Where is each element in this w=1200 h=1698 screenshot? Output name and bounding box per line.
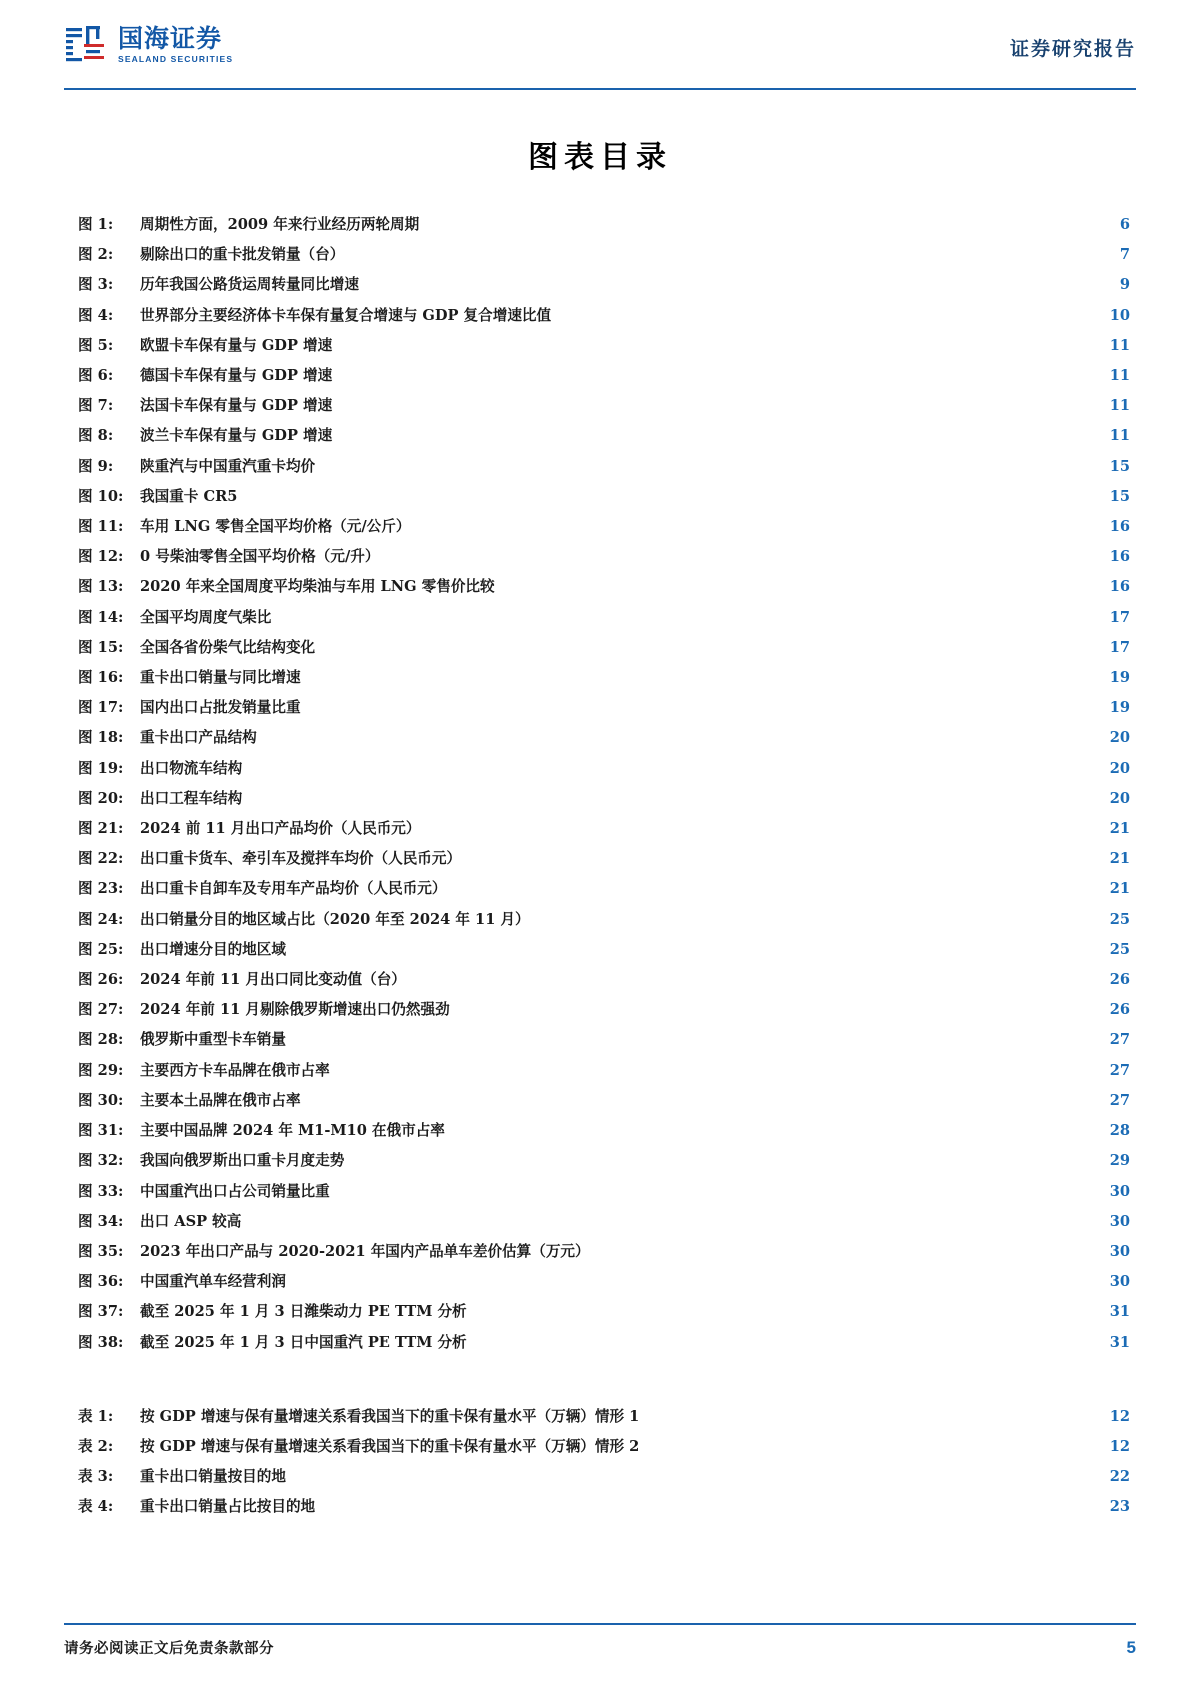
- figure-toc-page-number: 30: [1109, 1182, 1130, 1200]
- toc-dot-leader: [464, 849, 1104, 864]
- toc-dot-leader: [470, 1332, 1104, 1347]
- figure-toc-page-number: 19: [1109, 669, 1130, 687]
- figure-toc-label: 图 14:: [78, 608, 124, 626]
- figure-toc-row[interactable]: [78, 844, 1130, 874]
- figure-toc-row[interactable]: [78, 754, 1130, 784]
- figure-toc-list: [78, 210, 1130, 1358]
- figure-toc-title: 截至 2025 年 1 月 3 日潍柴动力 PE TTM 分析: [140, 1303, 467, 1321]
- table-toc-row[interactable]: [78, 1492, 1130, 1522]
- figure-toc-row[interactable]: [78, 1207, 1130, 1237]
- figure-toc-label: 图 1:: [78, 216, 114, 233]
- figure-toc-title: 全国各省份柴气比结构变化: [140, 638, 316, 656]
- page-footer: [64, 1623, 1136, 1658]
- figure-toc-label: 图 38:: [78, 1333, 124, 1351]
- table-toc-label: 表 3:: [78, 1468, 114, 1486]
- figure-toc-label: 图 35:: [78, 1242, 124, 1260]
- figure-toc-title: 国内出口占批发销量比重: [140, 699, 301, 717]
- figure-toc-label: 图 34:: [78, 1212, 124, 1230]
- figure-toc-page-number: 6: [1119, 216, 1130, 233]
- figure-toc-row[interactable]: [78, 270, 1130, 300]
- figure-toc-label: 图 36:: [78, 1273, 124, 1291]
- figure-toc-page-number: 25: [1109, 940, 1130, 958]
- figure-toc-title: 主要本土品牌在俄市占率: [140, 1091, 301, 1109]
- toc-dot-leader: [274, 607, 1104, 622]
- figure-toc-row[interactable]: [78, 512, 1130, 542]
- figure-toc-page-number: 20: [1109, 759, 1130, 777]
- figure-toc-row[interactable]: [78, 1146, 1130, 1176]
- figure-toc-row[interactable]: [78, 1025, 1130, 1055]
- toc-dot-leader: [335, 396, 1104, 411]
- figure-toc-row[interactable]: [78, 663, 1130, 693]
- toc-dot-leader: [554, 305, 1104, 320]
- table-toc-label: 表 1:: [78, 1407, 114, 1425]
- toc-dot-leader: [304, 667, 1104, 682]
- toc-dot-leader: [448, 1121, 1104, 1136]
- toc-dot-leader: [347, 245, 1104, 260]
- figure-toc-row[interactable]: [78, 452, 1130, 482]
- figure-toc-row[interactable]: [78, 391, 1130, 421]
- brand-name-cn: 国海证券: [118, 24, 223, 54]
- figure-toc-label: 图 16:: [78, 669, 124, 687]
- figure-toc-title: 全国平均周度气柴比: [140, 608, 272, 626]
- table-toc-label: 表 2:: [78, 1437, 114, 1455]
- figure-toc-title: 出口重卡货车、牵引车及搅拌车均价（人民币元）: [140, 850, 462, 868]
- figure-toc-title: 0 号柴油零售全国平均价格（元/升）: [140, 548, 380, 566]
- figure-toc-row[interactable]: [78, 482, 1130, 512]
- figure-toc-label: 图 8:: [78, 427, 114, 445]
- toc-dot-leader: [422, 214, 1104, 229]
- toc-dot-leader: [289, 1272, 1104, 1287]
- figure-toc-label: 图 10:: [78, 487, 124, 505]
- figure-toc-label: 图 32:: [78, 1152, 124, 1170]
- figure-toc-row[interactable]: [78, 1116, 1130, 1146]
- figure-toc-title: 重卡出口销量与同比增速: [140, 669, 301, 687]
- figure-toc-row[interactable]: [78, 935, 1130, 965]
- figure-toc-label: 图 21:: [78, 820, 124, 838]
- page-title: 图表目录: [528, 140, 672, 175]
- brand-text-block: [118, 26, 233, 64]
- table-toc-title: 按 GDP 增速与保有量增速关系看我国当下的重卡保有量水平（万辆）情形 2: [140, 1437, 640, 1455]
- figure-toc-row[interactable]: [78, 784, 1130, 814]
- figure-toc-title: 我国重卡 CR5: [140, 487, 238, 505]
- figure-toc-label: 图 12:: [78, 548, 124, 566]
- figure-toc-row[interactable]: [78, 572, 1130, 602]
- figure-toc-title: 2024 前 11 月出口产品均价（人民币元）: [140, 820, 421, 838]
- toc-dot-leader: [362, 275, 1104, 290]
- table-toc-page-number: 12: [1109, 1437, 1130, 1455]
- figure-toc-row[interactable]: [78, 1297, 1130, 1327]
- sealand-logo-icon: [64, 24, 110, 66]
- figure-toc-label: 图 6:: [78, 367, 114, 385]
- table-toc-page-number: 12: [1109, 1407, 1130, 1425]
- figure-toc-row[interactable]: [78, 603, 1130, 633]
- figure-toc-label: 图 17:: [78, 699, 124, 717]
- table-toc-label: 表 4:: [78, 1498, 114, 1516]
- figure-toc-label: 图 9:: [78, 457, 114, 475]
- figure-toc-row[interactable]: [78, 1237, 1130, 1267]
- toc-dot-leader: [318, 456, 1104, 471]
- toc-dot-leader: [333, 1181, 1104, 1196]
- figure-toc-label: 图 5:: [78, 336, 114, 354]
- table-toc-page-number: 22: [1109, 1468, 1130, 1486]
- figure-toc-title: 周期性方面，2009 年来行业经历两轮周期: [140, 216, 420, 233]
- toc-dot-leader: [245, 758, 1104, 773]
- figure-toc-label: 图 20:: [78, 789, 124, 807]
- figure-toc-page-number: 21: [1109, 850, 1130, 868]
- figure-toc-page-number: 27: [1109, 1091, 1130, 1109]
- figure-toc-page-number: 10: [1109, 306, 1130, 324]
- figure-toc-title: 出口销量分目的地区域占比（2020 年至 2024 年 11 月）: [140, 910, 530, 928]
- figure-toc-page-number: 11: [1109, 336, 1130, 354]
- figure-toc-page-number: 11: [1109, 427, 1130, 445]
- figure-toc-label: 图 2:: [78, 246, 114, 264]
- figure-toc-page-number: 30: [1109, 1273, 1130, 1291]
- figure-toc-page-number: 16: [1109, 548, 1130, 566]
- toc-dot-leader: [304, 1090, 1104, 1105]
- figure-toc-title: 中国重汽单车经营利润: [140, 1273, 286, 1291]
- figure-toc-row[interactable]: [78, 874, 1130, 904]
- figure-toc-title: 重卡出口产品结构: [140, 729, 257, 747]
- figure-toc-page-number: 30: [1109, 1242, 1130, 1260]
- figure-toc-row[interactable]: [78, 421, 1130, 451]
- figure-toc-page-number: 16: [1109, 578, 1130, 596]
- table-toc-row[interactable]: [78, 1432, 1130, 1462]
- footer-content: [64, 1637, 1136, 1658]
- toc-dot-leader: [642, 1406, 1104, 1421]
- table-toc-list: [78, 1402, 1130, 1523]
- figure-toc-page-number: 15: [1109, 457, 1130, 475]
- toc-dot-leader: [240, 486, 1104, 501]
- figure-toc-row[interactable]: [78, 633, 1130, 663]
- figure-toc-row[interactable]: [78, 301, 1130, 331]
- figure-toc-label: 图 37:: [78, 1303, 124, 1321]
- toc-dot-leader: [498, 577, 1104, 592]
- toc-dot-leader: [304, 698, 1104, 713]
- toc-dot-leader: [335, 426, 1104, 441]
- figure-toc-title: 2020 年来全国周度平均柴油与车用 LNG 零售价比较: [140, 578, 495, 596]
- toc-dot-leader: [453, 1000, 1104, 1015]
- header-divider: [64, 88, 1136, 90]
- figure-toc-row[interactable]: [78, 693, 1130, 723]
- figure-toc-page-number: 11: [1109, 367, 1130, 385]
- figure-toc-page-number: 26: [1109, 1001, 1130, 1019]
- brand-block: [64, 0, 233, 66]
- toc-dot-leader: [593, 1241, 1104, 1256]
- figure-toc-title: 主要中国品牌 2024 年 M1-M10 在俄市占率: [140, 1122, 445, 1140]
- figure-toc-row[interactable]: [78, 995, 1130, 1025]
- page-number: 5: [1126, 1637, 1136, 1657]
- figure-toc-row[interactable]: [78, 240, 1130, 270]
- table-toc-title: 按 GDP 增速与保有量增速关系看我国当下的重卡保有量水平（万辆）情形 1: [140, 1407, 640, 1425]
- figure-toc-label: 图 30:: [78, 1091, 124, 1109]
- figure-toc-label: 图 11:: [78, 518, 124, 536]
- figure-toc-title: 我国向俄罗斯出口重卡月度走势: [140, 1152, 345, 1170]
- toc-dot-leader: [333, 1060, 1104, 1075]
- toc-dot-leader: [423, 818, 1104, 833]
- brand-name-en: SEALAND SECURITIES: [118, 54, 234, 65]
- figure-toc-label: 图 3:: [78, 276, 114, 294]
- figure-toc-page-number: 19: [1109, 699, 1130, 717]
- figure-toc-page-number: 9: [1119, 276, 1130, 294]
- figure-toc-label: 图 18:: [78, 729, 124, 747]
- figure-toc-row[interactable]: [78, 1177, 1130, 1207]
- figure-toc-label: 图 24:: [78, 910, 124, 928]
- figure-toc-label: 图 25:: [78, 940, 124, 958]
- figure-toc-title: 出口 ASP 较高: [140, 1212, 242, 1230]
- figure-toc-title: 欧盟卡车保有量与 GDP 增速: [140, 336, 333, 354]
- toc-dot-leader: [318, 637, 1104, 652]
- figure-toc-label: 图 26:: [78, 971, 124, 989]
- figure-toc-title: 出口物流车结构: [140, 759, 243, 777]
- toc-dot-leader: [642, 1436, 1104, 1451]
- figure-toc-title: 历年我国公路货运周转量同比增速: [140, 276, 359, 294]
- toc-body: [0, 210, 1200, 1523]
- figure-toc-title: 主要西方卡车品牌在俄市占率: [140, 1061, 330, 1079]
- toc-dot-leader: [335, 335, 1104, 350]
- figure-toc-title: 出口重卡自卸车及专用车产品均价（人民币元）: [140, 880, 447, 898]
- figure-toc-row[interactable]: [78, 905, 1130, 935]
- toc-dot-leader: [449, 879, 1104, 894]
- toc-dot-leader: [409, 969, 1104, 984]
- figure-toc-page-number: 25: [1109, 910, 1130, 928]
- toc-dot-leader: [470, 1302, 1104, 1317]
- toc-dot-leader: [335, 365, 1104, 380]
- table-toc-title: 重卡出口销量占比按目的地: [140, 1498, 316, 1516]
- figure-toc-row[interactable]: [78, 542, 1130, 572]
- disclaimer-text: 请务必阅读正文后免责条款部分: [64, 1640, 274, 1657]
- table-toc-row[interactable]: [78, 1402, 1130, 1432]
- page-header: [0, 0, 1200, 96]
- figure-toc-title: 世界部分主要经济体卡车保有量复合增速与 GDP 复合增速比值: [140, 306, 552, 324]
- figure-toc-page-number: 27: [1109, 1061, 1130, 1079]
- figure-toc-title: 剔除出口的重卡批发销量（台）: [140, 246, 345, 264]
- figure-toc-title: 2023 年出口产品与 2020-2021 年国内产品单车差价估算（万元）: [140, 1242, 590, 1260]
- figure-toc-page-number: 26: [1109, 971, 1130, 989]
- figure-toc-row[interactable]: [78, 331, 1130, 361]
- figure-toc-title: 出口增速分目的地区域: [140, 940, 286, 958]
- figure-toc-label: 图 33:: [78, 1182, 124, 1200]
- figure-toc-title: 出口工程车结构: [140, 789, 243, 807]
- figure-toc-row[interactable]: [78, 1056, 1130, 1086]
- figure-toc-title: 2024 年前 11 月剔除俄罗斯增速出口仍然强劲: [140, 1001, 450, 1019]
- figure-toc-label: 图 19:: [78, 759, 124, 777]
- figure-toc-page-number: 15: [1109, 487, 1130, 505]
- toc-dot-leader: [318, 1497, 1104, 1512]
- footer-divider: [64, 1623, 1136, 1625]
- figure-toc-page-number: 16: [1109, 518, 1130, 536]
- figure-toc-title: 俄罗斯中重型卡车销量: [140, 1031, 286, 1049]
- figure-toc-page-number: 20: [1109, 729, 1130, 747]
- figure-toc-label: 图 23:: [78, 880, 124, 898]
- figure-toc-page-number: 28: [1109, 1122, 1130, 1140]
- figure-toc-title: 德国卡车保有量与 GDP 增速: [140, 367, 333, 385]
- figure-toc-page-number: 21: [1109, 820, 1130, 838]
- toc-dot-leader: [382, 547, 1104, 562]
- toc-dot-leader: [289, 939, 1104, 954]
- figure-toc-page-number: 17: [1109, 608, 1130, 626]
- figure-toc-title: 中国重汽出口占公司销量比重: [140, 1182, 330, 1200]
- figure-toc-label: 图 28:: [78, 1031, 124, 1049]
- table-toc-row[interactable]: [78, 1462, 1130, 1492]
- toc-dot-leader: [289, 1030, 1104, 1045]
- figure-toc-title: 车用 LNG 零售全国平均价格（元/公斤）: [140, 518, 411, 536]
- figure-toc-page-number: 20: [1109, 789, 1130, 807]
- toc-dot-leader: [260, 728, 1104, 743]
- figure-toc-label: 图 15:: [78, 638, 124, 656]
- toc-dot-leader: [289, 1467, 1104, 1482]
- table-toc-page-number: 23: [1109, 1498, 1130, 1516]
- toc-dot-leader: [244, 1211, 1104, 1226]
- figure-toc-page-number: 7: [1119, 246, 1130, 264]
- figure-toc-page-number: 11: [1109, 397, 1130, 415]
- toc-dot-leader: [347, 1151, 1104, 1166]
- figure-toc-label: 图 27:: [78, 1001, 124, 1019]
- toc-dot-leader: [413, 516, 1104, 531]
- figure-toc-label: 图 7:: [78, 397, 114, 415]
- figure-toc-row[interactable]: [78, 965, 1130, 995]
- figure-toc-label: 图 4:: [78, 306, 114, 324]
- figure-toc-page-number: 27: [1109, 1031, 1130, 1049]
- figure-toc-row[interactable]: [78, 814, 1130, 844]
- report-type-label: 证券研究报告: [1009, 38, 1136, 60]
- figure-toc-row[interactable]: [78, 1086, 1130, 1116]
- figure-toc-title: 2024 年前 11 月出口同比变动值（台）: [140, 971, 406, 989]
- figure-toc-page-number: 21: [1109, 880, 1130, 898]
- figure-toc-label: 图 31:: [78, 1122, 124, 1140]
- figure-toc-row[interactable]: [78, 361, 1130, 391]
- figure-toc-row[interactable]: [78, 1328, 1130, 1358]
- figure-toc-label: 图 29:: [78, 1061, 124, 1079]
- figure-toc-page-number: 17: [1109, 638, 1130, 656]
- figure-toc-title: 法国卡车保有量与 GDP 增速: [140, 397, 333, 415]
- figure-toc-row[interactable]: [78, 1267, 1130, 1297]
- figure-toc-title: 陕重汽与中国重汽重卡均价: [140, 457, 316, 475]
- table-toc-title: 重卡出口销量按目的地: [140, 1468, 286, 1486]
- figure-toc-page-number: 30: [1109, 1212, 1130, 1230]
- figure-toc-label: 图 13:: [78, 578, 124, 596]
- figure-toc-page-number: 31: [1109, 1303, 1130, 1321]
- figure-toc-label: 图 22:: [78, 850, 124, 868]
- figure-toc-title: 截至 2025 年 1 月 3 日中国重汽 PE TTM 分析: [140, 1333, 467, 1351]
- toc-dot-leader: [533, 909, 1104, 924]
- toc-dot-leader: [245, 788, 1104, 803]
- figure-toc-title: 波兰卡车保有量与 GDP 增速: [140, 427, 333, 445]
- figure-toc-row[interactable]: [78, 210, 1130, 240]
- figure-toc-row[interactable]: [78, 723, 1130, 753]
- figure-toc-page-number: 31: [1109, 1333, 1130, 1351]
- figure-toc-page-number: 29: [1109, 1152, 1130, 1170]
